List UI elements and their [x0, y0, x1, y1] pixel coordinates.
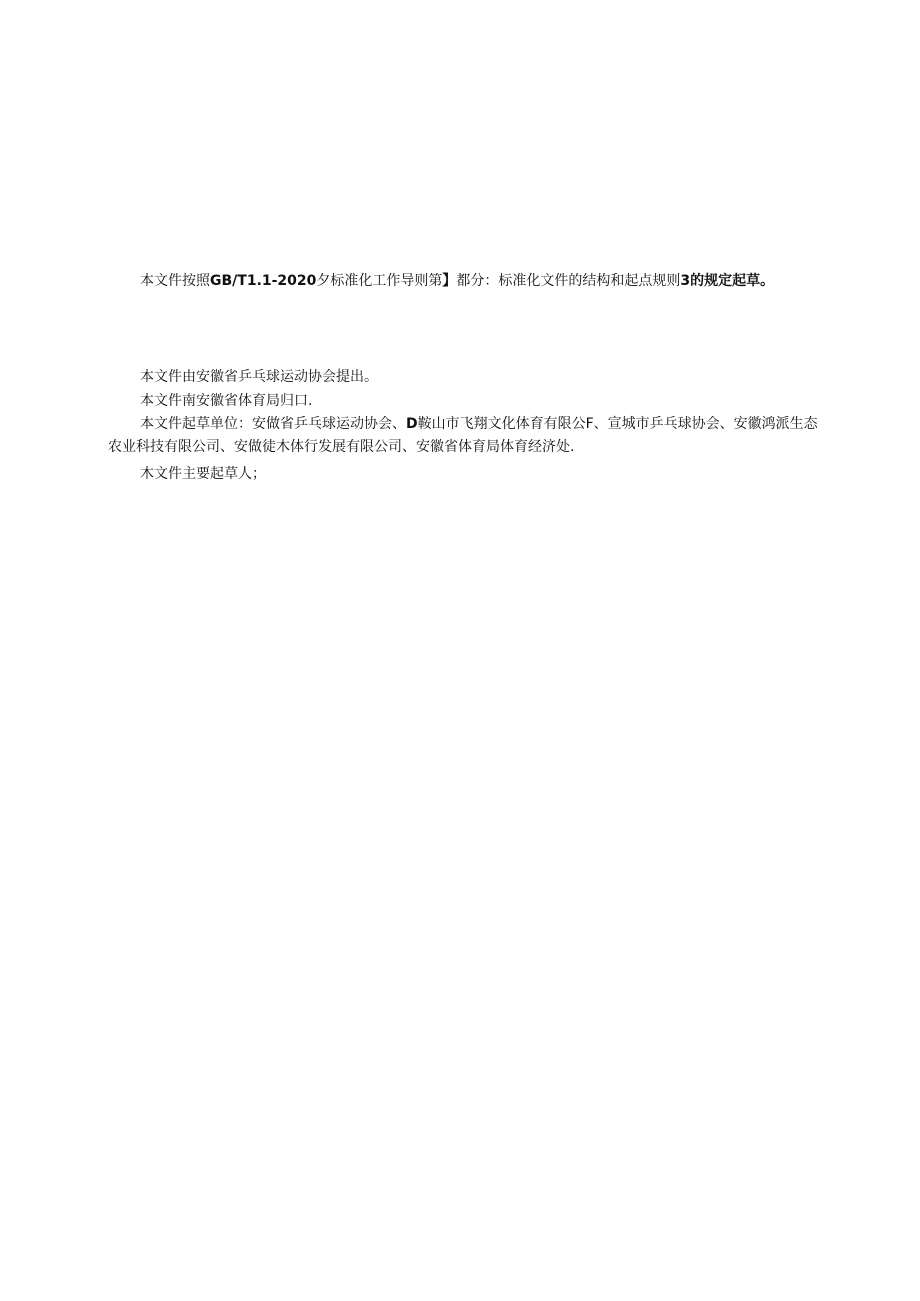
drafting-basis-text-g: 的规定起草。 [690, 273, 775, 289]
drafting-units-paragraph [108, 413, 824, 459]
part-number: 3 [680, 273, 691, 289]
standard-code: GB/T1.1-2020 [210, 273, 317, 289]
drafting-units-letter: D [406, 416, 418, 432]
drafting-units-text-a: 本文件起草单位：安做省乒乓球运动协会、 [140, 416, 406, 432]
bracket-mark: 】 [442, 273, 457, 289]
drafting-basis-text-c: 夕标准化工作导则第 [316, 273, 443, 289]
administrator-paragraph: 本文件南安徽省体育局归口. [140, 393, 313, 409]
drafting-basis-text-a: 本文件按照 [140, 273, 210, 289]
drafting-basis-paragraph [108, 270, 824, 293]
drafting-basis-text-e: 都分：标准化文件的结构和起点规则 [456, 273, 681, 289]
proposer-paragraph: 本文件由安徽省乒乓球运动协会提出。 [140, 369, 378, 385]
main-drafters-paragraph: 木文件主要起草人； [140, 466, 266, 482]
drafting-units-text-c: 鞍山市飞翔文化体育有限公F、宣城市乒乓球协会、安徽鸿派生态农业科技有限公司、安做徒木体行发展有限公司、安徽省体育局体育经济处. [108, 416, 818, 455]
